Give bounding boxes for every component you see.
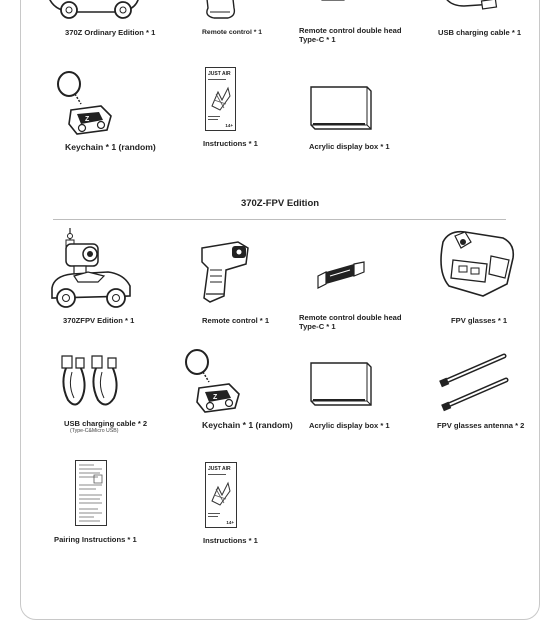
section-divider <box>53 219 506 220</box>
item-label-acrylic-box: Acrylic display box * 1 <box>309 142 390 151</box>
usb-cable-image <box>440 0 500 16</box>
item-label-keychain: Keychain * 1 (random) <box>65 142 156 152</box>
item-label-370zfpv: 370ZFPV Edition * 1 <box>63 316 135 325</box>
item-label-fpv-usb-cables: USB charging cable * 2 <box>64 419 148 428</box>
pairing-sheet-lines <box>76 461 106 525</box>
car-image <box>45 0 145 22</box>
fpv-booklet-graphic <box>210 481 232 507</box>
fpv-keychain-image <box>183 348 243 414</box>
item-label-double-head-top-2: Type-C * 1 <box>299 35 336 44</box>
item-label-fpv-glasses: FPV glasses * 1 <box>451 316 508 325</box>
item-label-fpv-double-head-2: Type-C * 1 <box>299 322 336 331</box>
item-sublabel-fpv-usb-cables: (Type-C&Micro USB) <box>70 428 119 434</box>
booklet-brand: JUST AIR <box>208 71 231 77</box>
fpv-instructions-booklet-image <box>205 462 237 528</box>
fpv-booklet-brand: JUST AIR <box>208 466 231 472</box>
item-label-usb-cable-top: USB charging cable * 1 <box>438 28 522 37</box>
fpv-double-head-image <box>316 260 366 290</box>
section-title: 370Z-FPV Edition <box>240 198 320 209</box>
item-label-fpv-keychain: Keychain * 1 (random) <box>202 420 293 430</box>
item-label-double-head-top: Remote control double head <box>299 26 402 35</box>
double-head-cable-image <box>318 0 348 6</box>
fpv-remote-control-image <box>196 240 254 306</box>
item-label-fpv-antennas: FPV glasses antenna * 2 <box>437 421 525 430</box>
item-label-fpv-instructions: Instructions * 1 <box>203 536 258 545</box>
svg-text:Z: Z <box>85 116 90 123</box>
pairing-instructions-image <box>75 460 107 526</box>
instructions-booklet-image <box>205 67 236 131</box>
keychain-image <box>55 70 115 136</box>
acrylic-box-image <box>309 85 373 131</box>
fpv-usb-cables-image <box>58 354 126 412</box>
fpv-antennas-image <box>440 352 510 410</box>
fpv-acrylic-box-image <box>309 361 373 407</box>
item-label-remote-control-top: Remote control * 1 <box>202 29 263 36</box>
booklet-graphic <box>210 86 232 112</box>
item-label-fpv-double-head: Remote control double head <box>299 313 402 322</box>
item-label-instructions: Instructions * 1 <box>203 139 258 148</box>
booklet-age: 14+ <box>225 123 233 128</box>
item-label-fpv-remote-control: Remote control * 1 <box>202 316 270 325</box>
fpv-car-image <box>48 226 134 312</box>
svg-text:Z: Z <box>213 394 218 401</box>
remote-control-image <box>200 0 240 20</box>
fpv-glasses-image <box>435 228 517 300</box>
item-label-370z-ordinary: 370Z Ordinary Edition * 1 <box>65 28 156 37</box>
fpv-booklet-age: 14+ <box>226 520 234 525</box>
item-label-pairing-instructions: Pairing Instructions * 1 <box>54 535 137 544</box>
item-label-fpv-acrylic-box: Acrylic display box * 1 <box>309 421 390 430</box>
